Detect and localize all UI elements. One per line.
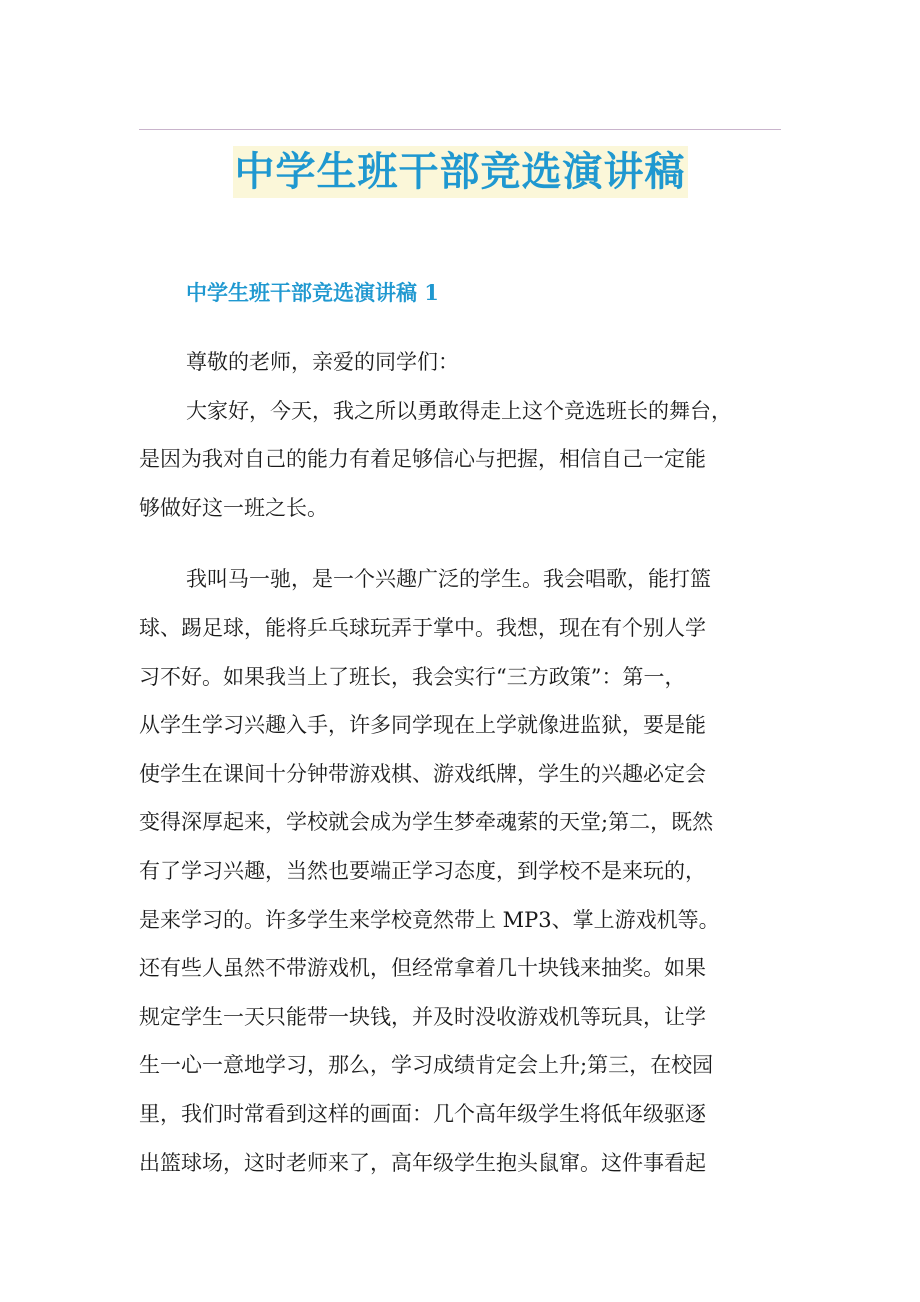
paragraph-greeting	[139, 338, 781, 387]
text-line: 从学生学习兴趣入手，许多同学现在上学就像进监狱，要是能	[139, 713, 706, 738]
text-line: 使学生在课间十分钟带游戏棋、游戏纸牌，学生的兴趣必定会	[139, 761, 706, 786]
section-heading: 中学生班干部竞选演讲稿 1	[186, 280, 439, 305]
text-line: 是来学习的。许多学生来学校竟然带上 MP3、掌上游戏机等。	[139, 907, 720, 932]
paragraph-intro	[139, 387, 781, 533]
text-line: 还有些人虽然不带游戏机，但经常拿着几十块钱来抽奖。如果	[139, 956, 706, 981]
text-line: 球、踢足球，能将乒乓球玩弄于掌中。我想，现在有个别人学	[139, 615, 706, 640]
text-line: 规定学生一天只能带一块钱，并及时没收游戏机等玩具，让学	[139, 1004, 706, 1029]
text-line: 生一心一意地学习，那么，学习成绩肯定会上升;第三，在校园	[139, 1053, 714, 1078]
header-divider	[139, 129, 781, 130]
text-line: 大家好，今天，我之所以勇敢得走上这个竞选班长的舞台，	[186, 398, 732, 423]
text-line: 出篮球场，这时老师来了，高年级学生抱头鼠窜。这件事看起	[139, 1150, 706, 1175]
text-line: 够做好这一班之长。	[139, 495, 328, 520]
text-line: 里，我们时常看到这样的画面：几个高年级学生将低年级驱逐	[139, 1101, 706, 1126]
paragraph-spacer	[139, 532, 781, 555]
text-line: 我叫马一驰，是一个兴趣广泛的学生。我会唱歌，能打篮	[186, 567, 711, 592]
title-block	[0, 146, 920, 198]
text-line: 是因为我对自己的能力有着足够信心与把握，相信自己一定能	[139, 447, 706, 472]
text-line: 有了学习兴趣，当然也要端正学习态度，到学校不是来玩的，	[139, 858, 706, 883]
text-line: 变得深厚起来，学校就会成为学生梦牵魂萦的天堂;第二，既然	[139, 810, 714, 835]
document-body	[139, 338, 781, 1187]
document-title: 中学生班干部竞选演讲稿	[233, 146, 688, 198]
paragraph-body	[139, 555, 781, 1187]
text-line: 习不好。如果我当上了班长，我会实行“三方政策”：第一，	[139, 664, 686, 689]
text-line: 尊敬的老师，亲爱的同学们：	[186, 350, 459, 374]
